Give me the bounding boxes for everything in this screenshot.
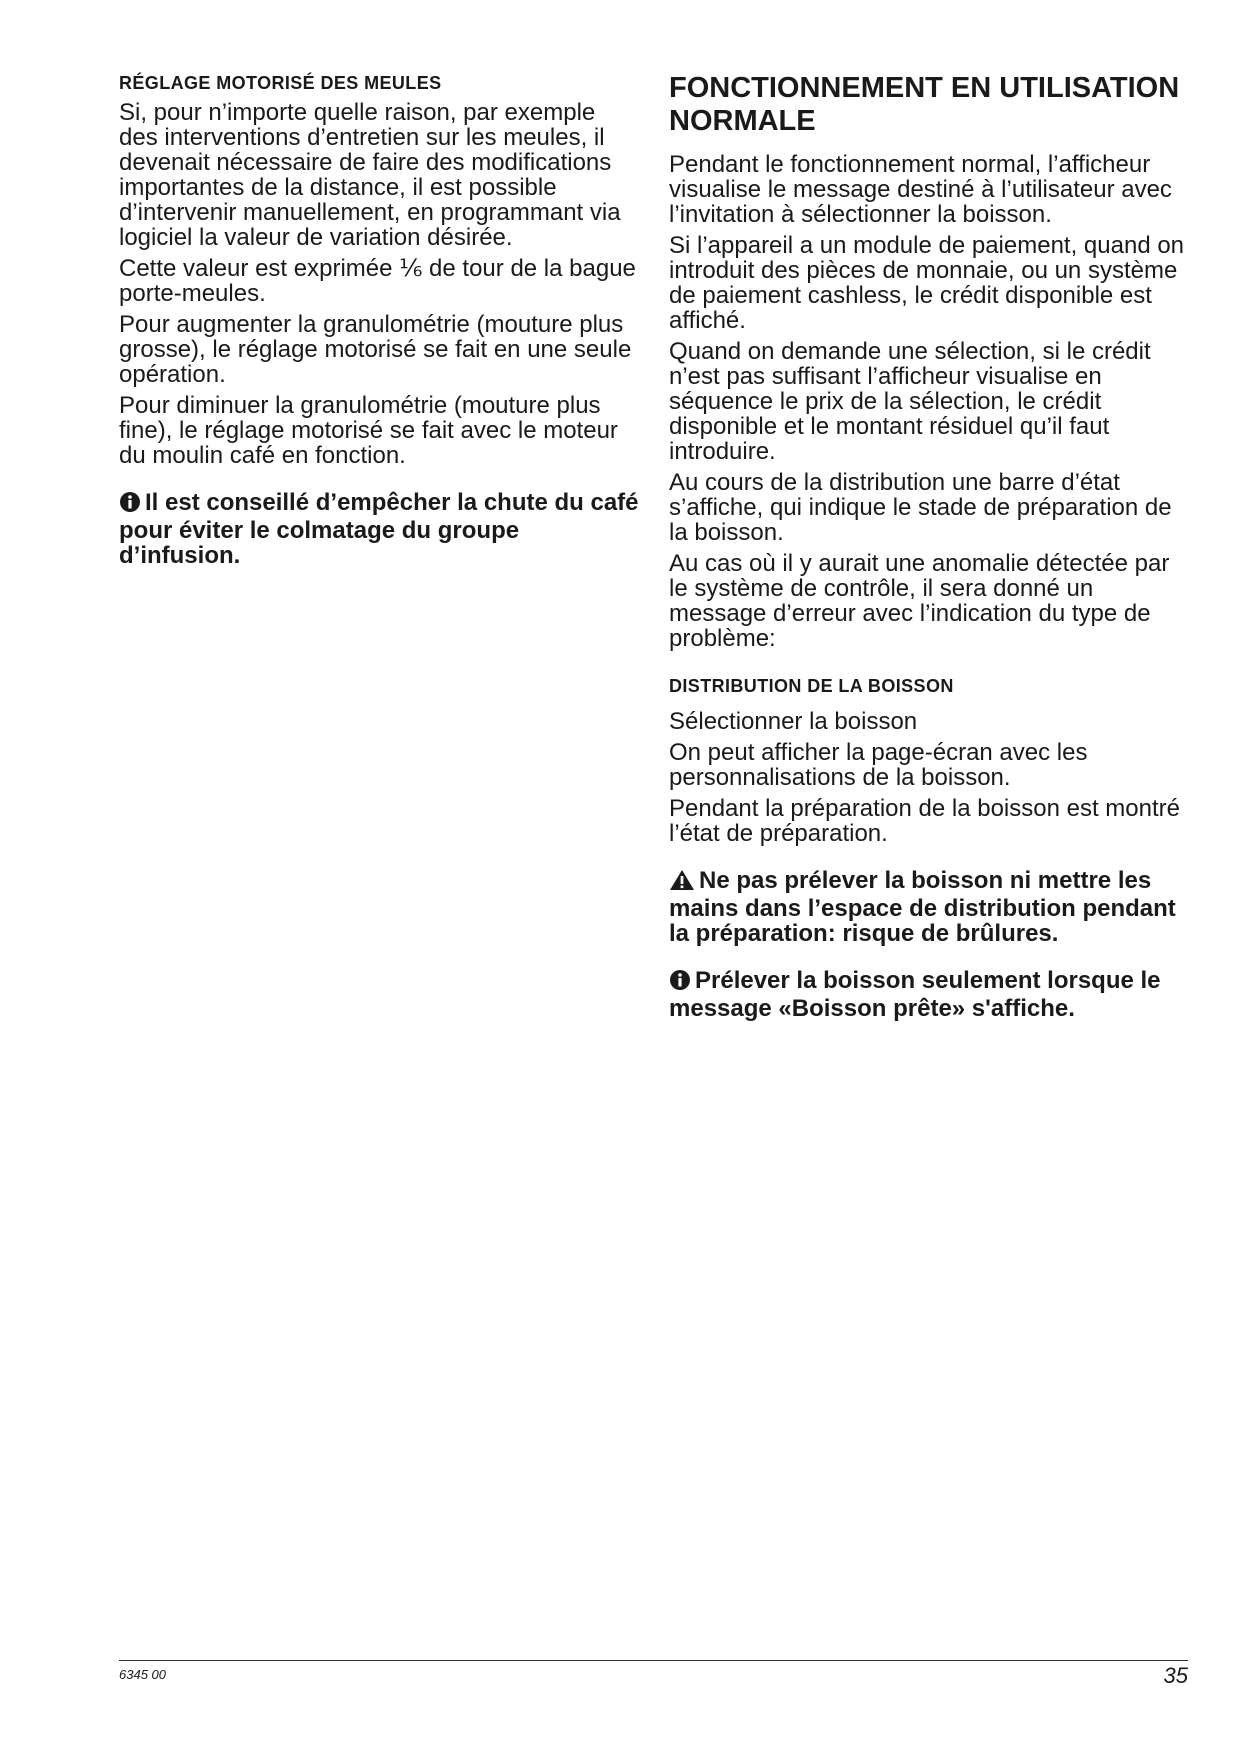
info-note (669, 968, 1194, 1021)
info-note-text: Prélever la boisson seulement lorsque le message «Boisson prête» s'affiche. (669, 967, 1161, 1022)
warning-note (669, 868, 1194, 946)
paragraph: Si l’appareil a un module de paiement, quand on introduit des pièces de monnaie, ou un système de paiement cashless, le crédit disponible est affiché. (669, 232, 1185, 334)
paragraph: Si, pour n’importe quelle raison, par exemple des interventions d’entretien sur les meules, il devenait nécessaire de faire des modifications importantes de la distance, il est possible d’intervenir manuellement, en programmant via logiciel la valeur de variation désirée. (119, 99, 621, 251)
paragraph: Sélectionner la boisson (669, 708, 918, 735)
warning-note-text: Ne pas prélever la boisson ni mettre les mains dans l’espace de distribution pendant la préparation: risque de brûlures. (669, 867, 1176, 947)
info-note (119, 490, 639, 568)
warning-triangle-icon (669, 869, 695, 896)
paragraph: Cette valeur est exprimée ⅙ de tour de la bague porte-meules. (119, 255, 636, 307)
paragraph: Pour diminuer la granulométrie (mouture plus fine), le réglage motorisé se fait avec le moteur du moulin café en fonction. (119, 392, 618, 469)
page-number: 35 (1163, 1663, 1188, 1688)
section-heading-normal-operation: FONCTIONNEMENT EN UTILISATION NORMALE (669, 72, 1180, 137)
paragraph: On peut afficher la page-écran avec les personnalisations de la boisson. (669, 739, 1088, 791)
paragraph: Au cours de la distribution une barre d’état s’affiche, qui indique le stade de préparation de la boisson. (669, 469, 1172, 546)
paragraph: Au cas où il y aurait une anomalie détectée par le système de contrôle, il sera donné un message d’erreur avec l’indication du type de problème: (669, 550, 1170, 652)
paragraph: Pendant la préparation de la boisson est montré l’état de préparation. (669, 795, 1180, 847)
paragraph: Pendant le fonctionnement normal, l’afficheur visualise le message destiné à l’utilisateur avec l’invitation à sélectionner la boisson. (669, 151, 1172, 228)
paragraph: Quand on demande une sélection, si le crédit n’est pas suffisant l’afficheur visualise en séquence le prix de la sélection, le crédit disponible et le montant résiduel qu’il faut introduire. (669, 338, 1151, 465)
footer-divider (119, 1660, 1188, 1661)
section-heading-motorized-grinder-adjustment: RÉGLAGE MOTORISÉ DES MEULES (119, 73, 442, 93)
info-note-text: Il est conseillé d’empêcher la chute du café pour éviter le colmatage du groupe d’infusion. (119, 489, 639, 569)
left-column (119, 72, 639, 568)
info-icon (119, 491, 141, 518)
paragraph: Pour augmenter la granulométrie (mouture plus grosse), le réglage motorisé se fait en une seule opération. (119, 311, 632, 388)
document-code: 6345 00 (119, 1667, 166, 1682)
section-heading-beverage-dispensing: DISTRIBUTION DE LA BOISSON (669, 676, 954, 696)
right-column (669, 72, 1194, 1021)
info-icon (669, 969, 691, 996)
